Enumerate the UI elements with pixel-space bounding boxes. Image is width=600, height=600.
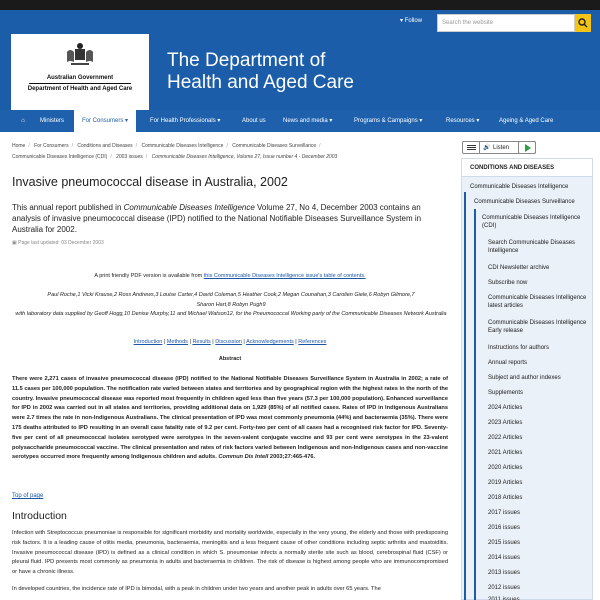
- sidebar-item-2015[interactable]: 2015 issues: [488, 540, 521, 546]
- sidebar-item-2024[interactable]: 2024 Articles: [488, 405, 523, 411]
- pdf-link[interactable]: this Communicable Diseases Intelligence issue's table of contents.: [203, 273, 366, 279]
- sidebar: [461, 158, 593, 600]
- sidebar-item-2012[interactable]: 2012 issues: [488, 585, 521, 591]
- sidebar-item-2013[interactable]: 2013 issues: [488, 570, 521, 576]
- authors: [12, 291, 450, 320]
- abstract-body: There were 2,271 cases of invasive pneumococcal disease (IPD) notified to the National Notifiable Diseases Surveillance System in Australia in 2002; a rate of 11.5 cases per 100,000 population. The notification rate varied between states and territories and by geographical region with the highest rates in the north of the country. Invasive pneumococcal disease was reported most frequently in children aged less than five years (57.3 per 100,000 population). Enhanced surveillance for IPD in 2002 was carried out in all states and territories, providing additional data on 1,929 (85%) of all notified cases. Rates of IPD in Indigenous Australians were 2.7 times the rate in non-Indigenous Australians. The clinical presentation of IPD was most commonly pneumonia (44%) and bacteraemia (35%). There were 175 deaths attributed to IPD resulting in an overall case fatality rate of 9.2 per cent. Forty-two per cent of all cases had a recognised risk factor for IPD. Seventy-five per cent of all pneumococcal isolates serotyped were serotypes in the seven-valent conjugate vaccine and 93 per cent were serotypes in the 23-valent polysaccharide pneumococcal vaccine. The clinical presentation and rates of risk factors varied between Indigenous and non-Indigenous cases and non-vaccine serotypes occurred more frequently among Indigenous children and adults.: [12, 376, 448, 461]
- sidebar-item-supplements[interactable]: Supplements: [488, 390, 524, 396]
- main-nav: [0, 110, 600, 132]
- nav-about-us[interactable]: About us: [242, 118, 266, 124]
- department-title-line-2: Health and Aged Care: [167, 72, 354, 93]
- intro-paragraph: [12, 202, 450, 235]
- sidebar-item-newsletter-archive[interactable]: CDI Newsletter archive: [488, 265, 550, 271]
- sidebar-item-2018[interactable]: 2018 Articles: [488, 495, 523, 501]
- pdf-notice: [0, 273, 460, 279]
- page-title: Invasive pneumococcal disease in Australia, 2002: [12, 175, 288, 189]
- toc-acknowledgements[interactable]: Acknowledgements: [246, 339, 294, 345]
- authors-line-3: with laboratory data supplied by Geoff Hogg,10 Denise Murphy,11 and Michael Watson12, for the Pneumococcal Working party of the Communicable Diseases Network Australia: [15, 311, 447, 317]
- toc-references[interactable]: References: [298, 339, 327, 345]
- breadcrumb: Home / For Consumers / Conditions and Diseases / Communicable Diseases Intelligence / Communicable Diseases Surveillance / Communicable Diseases Intelligence (CDI) / 2003 issues / Communicable Diseases Intelligence, Volume 27, Issue number 4 - December 2003: [12, 143, 338, 160]
- nav-programs-campaigns[interactable]: Programs & Campaigns ▾: [354, 118, 423, 124]
- top-of-page-link[interactable]: Top of page: [12, 493, 44, 499]
- menu-icon[interactable]: [463, 142, 480, 153]
- nav-news-label: News and media: [283, 118, 328, 124]
- toc-results[interactable]: Results: [192, 339, 211, 345]
- breadcrumb-for-consumers[interactable]: For Consumers: [34, 143, 69, 149]
- intro-journal: Communicable Diseases Intelligence: [123, 203, 255, 212]
- authors-line-1: Paul Roche,1 Vicki Krause,2 Ross Andrews,3 Louise Carter,4 David Coleman,5 Heather Cook,2 Megan Counahan,3 Carolien Giele,6 Robyn Gilmore,7: [47, 292, 415, 298]
- sidebar-item-cdi-journal[interactable]: Communicable Diseases Intelligence (CDI): [482, 215, 581, 229]
- sidebar-item-latest-articles[interactable]: Communicable Diseases Intelligence latest articles: [488, 295, 587, 309]
- sidebar-item-instructions[interactable]: Instructions for authors: [488, 345, 550, 351]
- nav-programs-label: Programs & Campaigns: [354, 118, 418, 124]
- nav-resources-label: Resources: [446, 118, 475, 124]
- sidebar-item-subscribe[interactable]: Subscribe now: [488, 280, 528, 286]
- play-button[interactable]: [518, 141, 536, 154]
- authors-line-2: Sharon Hart,8 Robyn Pugh9: [196, 301, 266, 308]
- sidebar-item-2022[interactable]: 2022 Articles: [488, 435, 523, 441]
- nav-news-and-media[interactable]: News and media ▾: [283, 118, 333, 124]
- intro-body-paragraph-2: In developed countries, the incidence rate of IPD is bimodal, with a peak in children under two years and another peak in adults over 65 years. The: [12, 586, 381, 592]
- search-button[interactable]: [575, 14, 591, 32]
- sidebar-item-2011[interactable]: 2011 issues: [488, 597, 520, 600]
- breadcrumb-conditions[interactable]: Conditions and Diseases: [77, 143, 133, 149]
- toc-methods[interactable]: Methods: [166, 339, 188, 345]
- sidebar-item-early-release[interactable]: Communicable Diseases Intelligence Early release: [488, 320, 587, 334]
- toc-discussion[interactable]: Discussion: [215, 339, 242, 345]
- breadcrumb-current: Communicable Diseases Intelligence, Volume 27, Issue number 4 - December 2003: [151, 154, 338, 160]
- sidebar-item-indexes[interactable]: Subject and author indexes: [488, 375, 561, 381]
- section-links: Introduction | Methods | Results | Discussion | Acknowledgements | References: [133, 339, 327, 345]
- page-updated-text: Page last updated: 03 December 2003: [18, 240, 104, 246]
- speaker-icon: 🔊: [483, 145, 491, 151]
- sidebar-active-line: [464, 192, 466, 600]
- sidebar-item-surveillance[interactable]: Communicable Diseases Surveillance: [474, 199, 575, 205]
- sidebar-item-cdi[interactable]: Communicable Diseases Intelligence: [470, 184, 569, 190]
- sidebar-item-annual-reports[interactable]: Annual reports: [488, 360, 528, 366]
- abstract-heading: Abstract: [218, 356, 242, 362]
- nav-health-label: For Health Professionals: [150, 118, 216, 124]
- introduction-heading: Introduction: [12, 510, 67, 522]
- nav-ageing-aged-care[interactable]: Ageing & Aged Care: [499, 118, 554, 124]
- sidebar-item-2020[interactable]: 2020 Articles: [488, 465, 523, 471]
- intro-text-a: This annual report published in: [12, 203, 124, 212]
- breadcrumb-2003-issues[interactable]: 2003 issues: [116, 154, 143, 160]
- abstract-text: [12, 375, 448, 463]
- page-updated: [12, 240, 104, 246]
- coat-of-arms-icon: [65, 42, 95, 66]
- department-title: [167, 50, 354, 94]
- abstract-citation: Commun Dis Intell: [218, 454, 269, 461]
- nav-resources[interactable]: Resources ▾: [446, 118, 480, 124]
- nav-for-consumers[interactable]: For Consumers ▾: [74, 110, 136, 132]
- pdf-text: A print friendly PDF version is available from: [94, 273, 204, 279]
- sidebar-active-line-2: [474, 209, 476, 600]
- breadcrumb-cdi-journal[interactable]: Communicable Diseases Intelligence (CDI): [12, 154, 108, 160]
- sidebar-item-2019[interactable]: 2019 Articles: [488, 480, 523, 486]
- sidebar-item-2023[interactable]: 2023 Articles: [488, 420, 523, 426]
- follow-label: Follow: [404, 18, 423, 24]
- nav-for-consumers-label: For Consumers: [82, 118, 124, 124]
- search-input[interactable]: Search the website: [437, 14, 575, 32]
- top-bar: [0, 0, 600, 10]
- intro-text-b: Volume 27, No 4, December 2003 contains an analysis of invasive pneumococcal disease (IPD) notified to the National Notifiable Diseases Surveillance System in Australia for 2002.: [12, 203, 422, 234]
- sidebar-item-2017[interactable]: 2017 issues: [488, 510, 521, 516]
- abstract-citation-2: 2003;27:465-476.: [268, 454, 316, 461]
- listen-label: Listen: [493, 145, 510, 151]
- sidebar-item-2014[interactable]: 2014 issues: [488, 555, 521, 561]
- breadcrumb-surveillance[interactable]: Communicable Diseases Surveillance: [232, 143, 317, 149]
- department-title-line-1: The Department of: [167, 50, 326, 71]
- search-icon: [575, 14, 591, 32]
- home-icon[interactable]: ⌂: [21, 118, 25, 124]
- government-logo[interactable]: [11, 34, 149, 110]
- gov-line-1: Australian Government: [46, 75, 114, 81]
- sidebar-item-2021[interactable]: 2021 Articles: [488, 450, 523, 456]
- toc-introduction[interactable]: Introduction: [133, 339, 163, 345]
- nav-ministers[interactable]: Ministers: [40, 118, 65, 124]
- gov-line-2: Department of Health and Aged Care: [27, 86, 133, 92]
- intro-body-paragraph: Infection with Streptococcus pneumoniae is responsible for significant morbidity and mortality worldwide, especially in the very young, the elderly and those with predisposing risk factors. It is a leading cause of otitis media, pneumonia, bacteraemia, meningitis and a less frequent cause of other conditions including septic arthritis and mastoiditis. Invasive pneumococcal disease (IPD) is defined as a clinical condition in which S. pneumoniae infects a normally sterile site such as blood, cerebrospinal fluid (CSF) or pleural fluid. IPD presents most commonly as pneumonia in adults and bacteraemia in children. The risk of disease is highest among people who are immunocompromised or have a chronic illness.: [12, 530, 448, 576]
- sidebar-item-search-cdi[interactable]: Search Communicable Diseases Intelligence: [488, 240, 576, 254]
- nav-for-health-professionals[interactable]: For Health Professionals ▾: [150, 118, 221, 124]
- breadcrumb-cdi[interactable]: Communicable Diseases Intelligence: [141, 143, 224, 149]
- follow-button[interactable]: ▾ Follow: [400, 18, 423, 24]
- breadcrumb-home[interactable]: Home: [12, 143, 26, 149]
- sidebar-heading: CONDITIONS AND DISEASES: [462, 159, 592, 177]
- sidebar-item-2016[interactable]: 2016 issues: [488, 525, 521, 531]
- calendar-icon: ▣: [12, 240, 19, 246]
- logo-divider: [29, 83, 131, 84]
